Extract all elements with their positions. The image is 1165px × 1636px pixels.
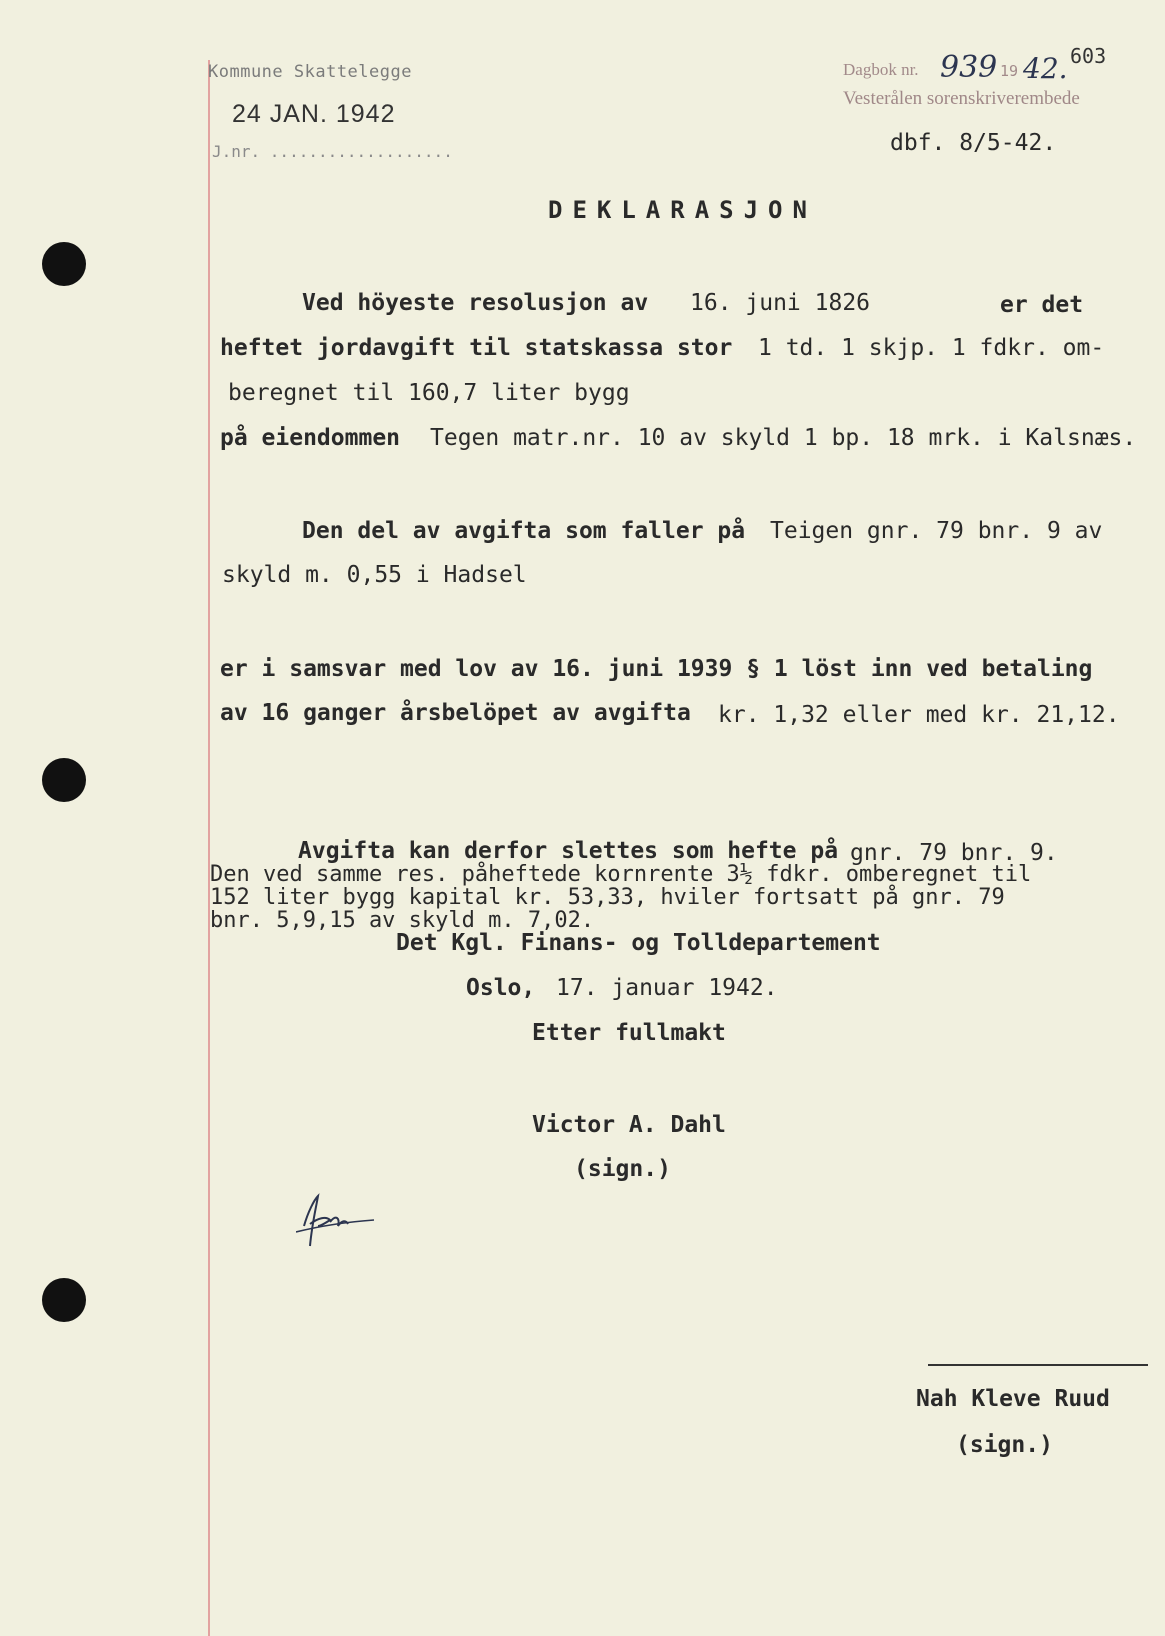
stamp-jnr: J.nr. ................... xyxy=(212,142,453,161)
para2-line1-a: Den del av avgifta som faller på xyxy=(302,518,746,544)
para1-line2-b: 1 td. 1 skjp. 1 fdkr. om- xyxy=(758,335,1105,361)
department: Det Kgl. Finans- og Tolldepartement xyxy=(396,930,881,956)
date: 17. januar 1942. xyxy=(556,975,778,1001)
para4-line2: Den ved samme res. påheftede kornrente 3½ fdkr. omberegnet til xyxy=(210,862,1032,887)
para4-line1-b: gnr. 79 bnr. 9. xyxy=(850,840,1058,866)
authority: Etter fullmakt xyxy=(532,1020,726,1046)
para1-line2-a: heftet jordavgift til statskassa stor xyxy=(220,335,733,361)
para3-line2-b: kr. 1,32 eller med kr. 21,12. xyxy=(718,702,1120,728)
page-number: 603 xyxy=(1070,44,1107,68)
para3-line1: er i samsvar med lov av 16. juni 1939 § 1 löst inn ved betaling xyxy=(220,656,1093,682)
para4-line4: bnr. 5,9,15 av skyld m. 7,02. xyxy=(210,908,595,933)
para1-line4-a: på eiendommen xyxy=(220,425,401,451)
margin-line xyxy=(208,60,210,1636)
para4-line3: 152 liter bygg kapital kr. 53,33, hviler fortsatt på gnr. 79 xyxy=(210,885,1005,910)
office-stamp: Vesterålen sorenskriverembede xyxy=(843,88,1080,109)
dagbok-label: Dagbok nr. xyxy=(843,60,919,79)
para1-line1-a: Ved höyeste resolusjon av xyxy=(302,290,649,316)
para1-line1-b: 16. juni 1826 xyxy=(690,290,871,316)
handwritten-initials xyxy=(296,1190,376,1250)
dagbok-year-prefix: 19 xyxy=(1000,62,1019,80)
para2-line2: skyld m. 0,55 i Hadsel xyxy=(222,562,527,588)
para3-line2-a: av 16 ganger årsbelöpet av avgifta xyxy=(220,700,691,726)
document-title: DEKLARASJON xyxy=(548,196,817,224)
dbf-note: dbf. 8/5-42. xyxy=(890,130,1057,156)
stamp-office: Kommune Skattelegge xyxy=(208,62,412,82)
punch-hole xyxy=(42,242,86,286)
signer-sign: (sign.) xyxy=(574,1156,671,1182)
stamp-date: 24 JAN. 1942 xyxy=(232,100,396,128)
para2-line1-b: Teigen gnr. 79 bnr. 9 av xyxy=(770,518,1103,544)
punch-hole xyxy=(42,1278,86,1322)
signer2-sign: (sign.) xyxy=(956,1432,1053,1458)
para1-line3: beregnet til 160,7 liter bygg xyxy=(228,380,630,406)
signature-line xyxy=(928,1364,1148,1366)
signer2-name: Nah Kleve Ruud xyxy=(916,1386,1110,1412)
punch-hole xyxy=(42,758,86,802)
dagbok-number: 939 xyxy=(940,50,998,85)
para4-line1-a: Avgifta kan derfor slettes som hefte på xyxy=(298,838,839,864)
signer-name: Victor A. Dahl xyxy=(532,1112,726,1138)
place: Oslo, xyxy=(466,975,536,1001)
dagbok-year: 42. xyxy=(1023,52,1068,85)
para1-line4-b: Tegen matr.nr. 10 av skyld 1 bp. 18 mrk. i Kalsnæs. xyxy=(430,425,1137,451)
para1-line1-c: er det xyxy=(1000,292,1084,318)
